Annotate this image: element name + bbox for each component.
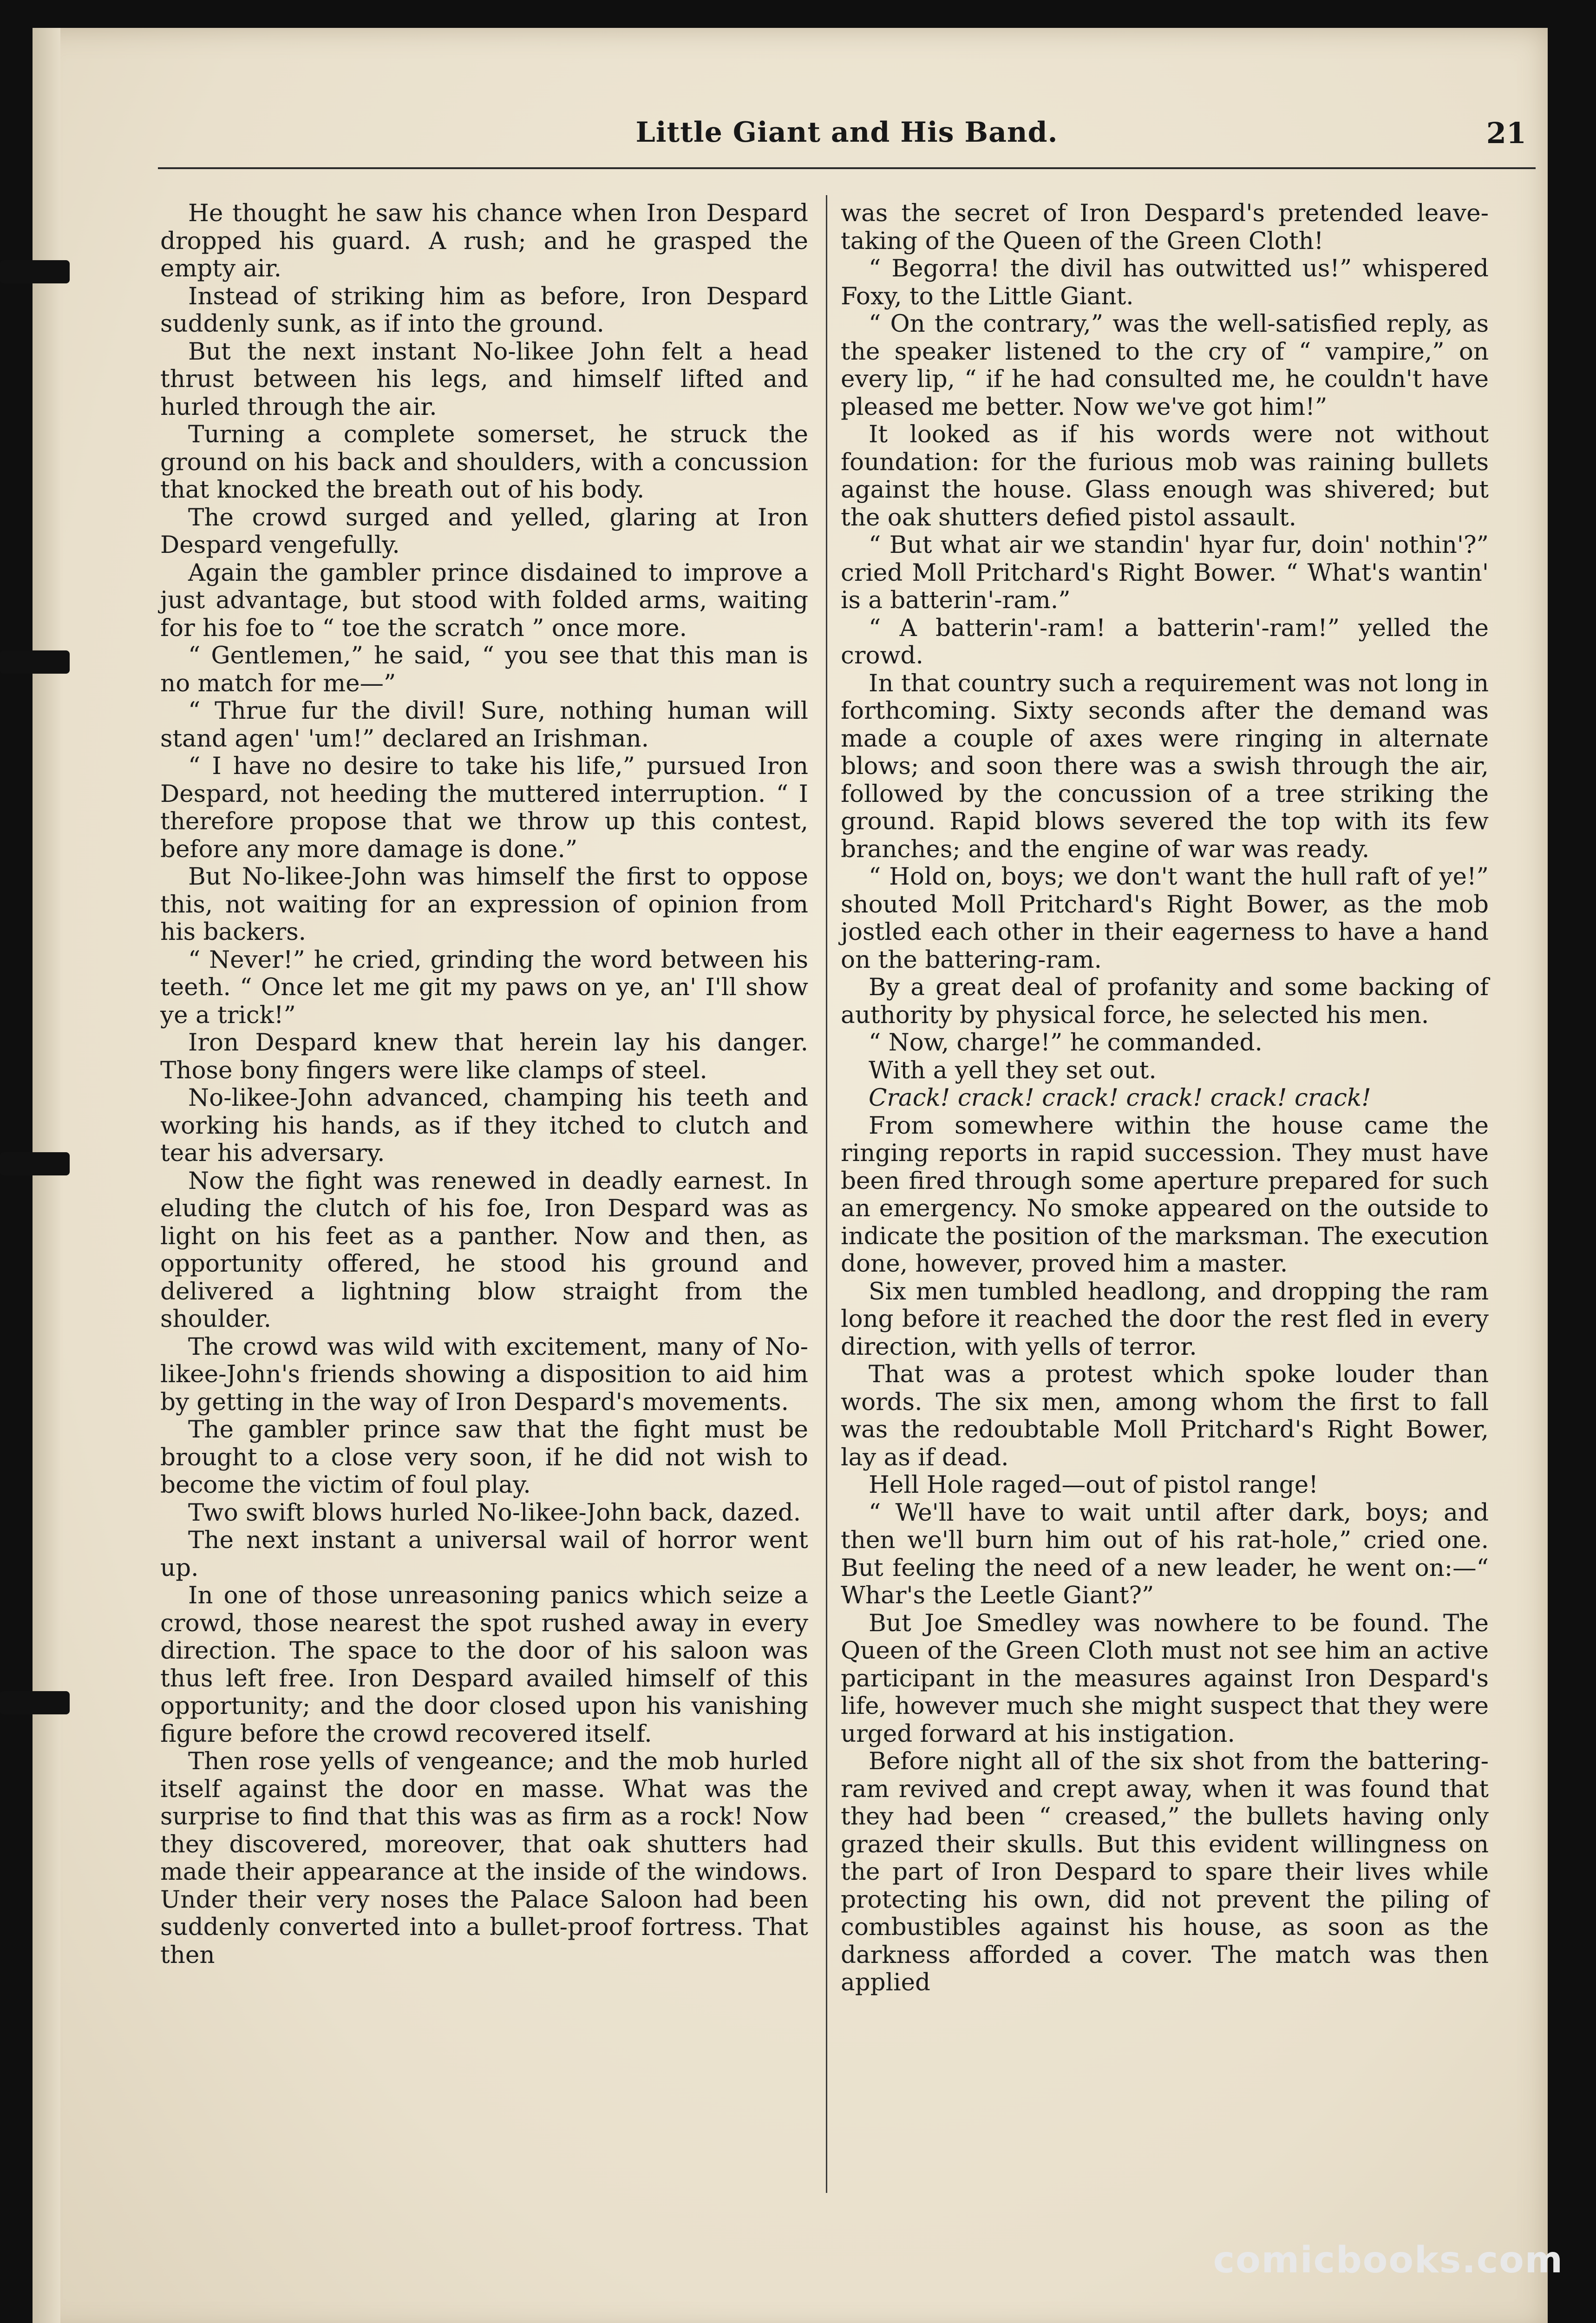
paragraph: “ Now, charge!” he commanded.	[869, 1029, 1262, 1057]
binding-hole	[0, 650, 70, 674]
running-header	[167, 116, 1526, 172]
page-gutter	[33, 28, 60, 2323]
paragraph: He thought he saw his chance when Iron Despard dropped his guard. A rush; and he grasped the empty air.	[160, 199, 808, 282]
binding-hole	[0, 1152, 70, 1175]
paragraph: The crowd surged and yelled, glaring at Iron Despard vengefully.	[160, 503, 808, 559]
paragraph: “ Begorra! the divil has outwitted us!” whispered Foxy, to the Little Giant.	[841, 255, 1489, 310]
paragraph: But Joe Smedley was nowhere to be found. The Queen of the Green Cloth must not see him an active participant in the measures against Iron Despard's life, however much she might suspect that they were urged forward at his instigation.	[841, 1609, 1489, 1748]
paragraph: Instead of striking him as before, Iron Despard suddenly sunk, as if into the ground.	[160, 282, 808, 338]
header-rule	[158, 167, 1536, 169]
paragraph: The next instant a universal wail of horror went up.	[160, 1526, 808, 1582]
paragraph: That was a protest which spoke louder than words. The six men, among whom the first to fall was the redoubtable Moll Pritchard's Right Bower, lay as if dead.	[841, 1360, 1489, 1471]
paragraph: From somewhere within the house came the ringing reports in rapid succession. They must have been fired through some aperture prepared for such an emergency. No smoke appeared on the outside to indicate the position of the marksman. The execution done, however, proved him a master.	[841, 1111, 1489, 1278]
binding-hole	[0, 260, 70, 283]
paragraph: With a yell they set out.	[869, 1056, 1157, 1084]
paragraph: “ But what air we standin' hyar fur, doin' nothin'?” cried Moll Pritchard's Right Bower. “ What's wantin' is a batterin'-ram.”	[841, 531, 1489, 614]
right-column	[841, 200, 1489, 1997]
running-title: Little Giant and His Band.	[635, 116, 1058, 149]
paragraph: “ We'll have to wait until after dark, boys; and then we'll burn him out of his rat-hole,” cried one. But feeling the need of a new leader, he went on:—“ Whar's the Leetle Giant?”	[841, 1498, 1489, 1609]
paragraph: Before night all of the six shot from the battering-ram revived and crept away, when it was found that they had been “ creased,” the bullets having only grazed their skulls. But this evident willingness on the part of Iron Despard to spare their lives while protecting his own, did not prevent the piling of combustibles against his house, as soon as the darkness afforded a cover. The match was then applied	[841, 1747, 1489, 1996]
paragraph: “ Thrue fur the divil! Sure, nothing human will stand agen' 'um!” declared an Irishman.	[160, 697, 808, 753]
paragraph: The gambler prince saw that the fight must be brought to a close very soon, if he did not wish to become the victim of foul play.	[160, 1416, 808, 1499]
paragraph: By a great deal of profanity and some backing of authority by physical force, he selected his men.	[841, 973, 1489, 1029]
paragraph: was the secret of Iron Despard's pretended leave-taking of the Queen of the Green Cloth!	[841, 199, 1489, 255]
paragraph: “ A batterin'-ram! a batterin'-ram!” yelled the crowd.	[841, 614, 1489, 669]
paragraph: Six men tumbled headlong, and dropping the ram long before it reached the door the rest fled in every direction, with yells of terror.	[841, 1277, 1489, 1361]
paragraph: Crack! crack! crack! crack! crack! crack!	[869, 1084, 1371, 1112]
page-number: 21	[1486, 116, 1526, 150]
paragraph: “ Gentlemen,” he said, “ you see that this man is no match for me—”	[160, 642, 808, 697]
paragraph: “ Never!” he cried, grinding the word between his teeth. “ Once let me git my paws on ye, an' I'll show ye a trick!”	[160, 945, 808, 1029]
paragraph: The crowd was wild with excitement, many of No-likee-John's friends showing a disposition to aid him by getting in the way of Iron Despard's movements.	[160, 1332, 808, 1416]
paragraph: Again the gambler prince disdained to improve a just advantage, but stood with folded arms, waiting for his foe to “ toe the scratch ” once more.	[160, 558, 808, 642]
left-column	[160, 200, 808, 1969]
watermark: comicbooks.com	[1213, 2239, 1563, 2281]
paragraph: Hell Hole raged—out of pistol range!	[869, 1471, 1318, 1499]
paragraph: “ On the contrary,” was the well-satisfied reply, as the speaker listened to the cry of “ vampire,” on every lip, “ if he had consulted me, he couldn't have pleased me better. Now we've got him!”	[841, 310, 1489, 421]
column-divider	[826, 195, 827, 2193]
paragraph: In one of those unreasoning panics which seize a crowd, those nearest the spot rushed away in every direction. The space to the door of his saloon was thus left free. Iron Despard availed himself of this opportunity; and the door closed upon his vanishing figure before the crowd recovered itself.	[160, 1581, 808, 1748]
paragraph: But the next instant No-likee John felt a head thrust between his legs, and himself lifted and hurled through the air.	[160, 337, 808, 421]
paragraph: Iron Despard knew that herein lay his danger. Those bony fingers were like clamps of steel.	[160, 1029, 808, 1084]
paragraph: No-likee-John advanced, champing his teeth and working his hands, as if they itched to clutch and tear his adversary.	[160, 1084, 808, 1167]
paragraph: It looked as if his words were not without foundation: for the furious mob was raining bullets against the house. Glass enough was shivered; but the oak shutters defied pistol assault.	[841, 420, 1489, 532]
paragraph: Now the fight was renewed in deadly earnest. In eluding the clutch of his foe, Iron Despard was as light on his feet as a panther. Now and then, as opportunity offered, he stood his ground and delivered a lightning blow straight from the shoulder.	[160, 1167, 808, 1333]
paragraph: Two swift blows hurled No-likee-John back, dazed.	[188, 1498, 801, 1527]
paragraph: Turning a complete somerset, he struck the ground on his back and shoulders, with a concussion that knocked the breath out of his body.	[160, 420, 808, 504]
paragraph: In that country such a requirement was not long in forthcoming. Sixty seconds after the demand was made a couple of axes were ringing in alternate blows; and soon there was a swish through the air, followed by the concussion of a tree striking the ground. Rapid blows severed the top with its few branches; and the engine of war was ready.	[841, 669, 1489, 863]
paragraph: But No-likee-John was himself the first to oppose this, not waiting for an expression of opinion from his backers.	[160, 863, 808, 946]
paragraph: “ Hold on, boys; we don't want the hull raft of ye!” shouted Moll Pritchard's Right Bower, as the mob jostled each other in their eagerness to have a hand on the battering-ram.	[841, 863, 1489, 974]
paragraph: “ I have no desire to take his life,” pursued Iron Despard, not heeding the muttered interruption. “ I therefore propose that we throw up this contest, before any more damage is done.”	[160, 752, 808, 863]
binding-hole	[0, 1691, 70, 1714]
paragraph: Then rose yells of vengeance; and the mob hurled itself against the door en masse. What was the surprise to find that this was as firm as a rock! Now they discovered, moreover, that oak shutters had made their appearance at the inside of the windows. Under their very noses the Palace Saloon had been suddenly converted into a bullet-proof fortress. That then	[160, 1747, 808, 1969]
